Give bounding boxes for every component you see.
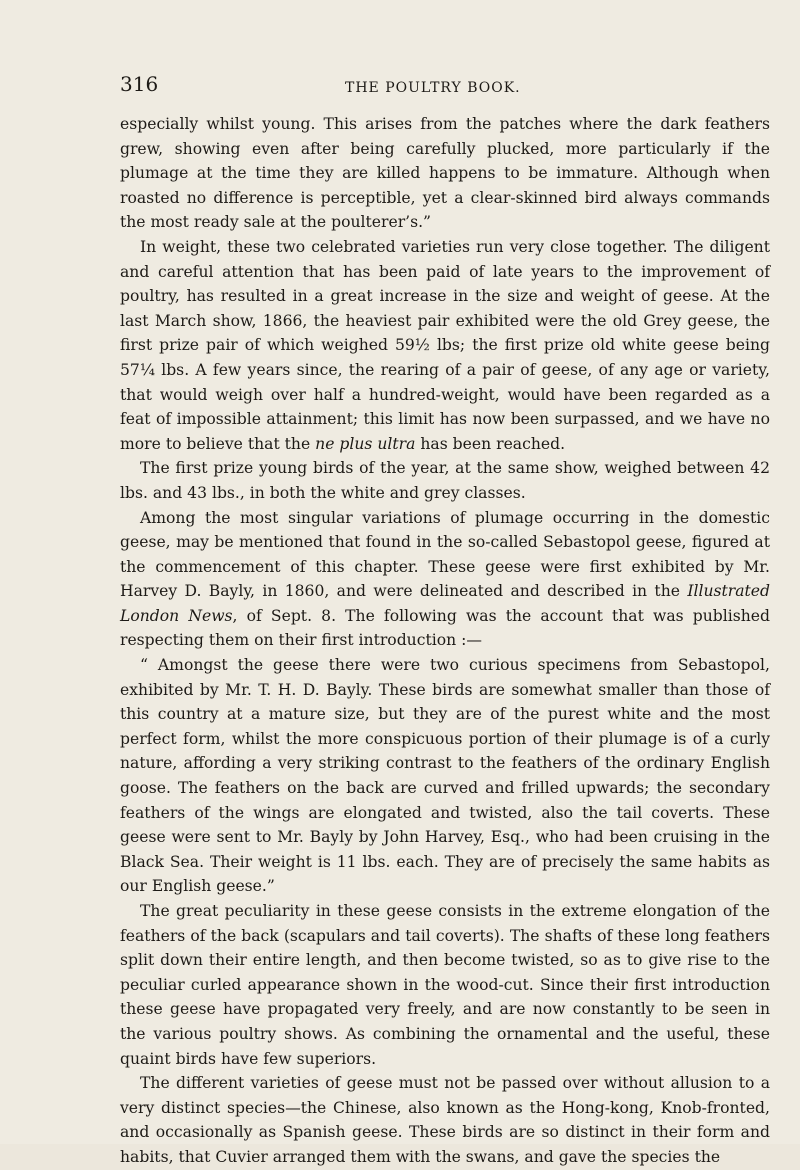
body-text [120,112,770,1170]
page-header [120,72,760,102]
paragraph-4-end: , of Sept. 8. The following was the account that was published respecting them on their first introduction :— [120,606,770,650]
paragraph-6: The great peculiarity in these geese consists in the extreme elongation of the feathers of the back (scapulars and tail coverts). The shafts of these long feathers split down their entire length, and then become twisted, so as to give rise to the peculiar curled appearance shown in the wood-cut. Since their first introduction these geese have propagated very freely, and are now constantly to be seen in the various poultry shows. As combining the ornamental and the useful, these quaint birds have few superiors. [120,902,770,1068]
paragraph-2-italic: ne plus ultra [315,434,416,453]
paragraph-2 [120,235,770,456]
paragraph-4-text: Among the most singular variations of plumage occurring in the domestic geese, may be mentioned that found in the so-called Sebastopol geese, figured at the commencement of this chapter. These geese were first exhibited by Mr. Harvey D. Bayly, in 1860, and were delineated and described in the [120,508,770,601]
paragraph-4-italic: Illustrated London News [120,582,770,625]
paragraph-2-end: has been reached. [415,434,566,453]
paragraph-2-text: In weight, these two celebrated varieties run very close together. The diligent and careful attention that has been paid of late years to the improvement of poultry, has resulted in a great increase in the size and weight of geese. At the last March show, 1866, the heaviest pair exhibited were the old Grey geese, the first prize pair of which weighed 59½ lbs; the first prize old white geese being 57¼ lbs. A few years since, the rearing of a pair of geese, of any age or variety, that would weigh over half a hundred-weight, would have been regarded as a feat of impossible attainment; this limit has now been surpassed, and we have no more to believe that the [120,237,770,453]
paragraph-3: The first prize young birds of the year, at the same show, weighed between 42 lbs. and 43 lbs., in both the white and grey classes. [120,459,770,502]
running-head: THE POULTRY BOOK. [345,80,521,96]
paragraph-1: especially whilst young. This arises from the patches where the dark feathers grew, showing even after being carefully plucked, more particularly if the plumage at the time they are killed happens to be immature. Although when roasted no difference is perceptible, yet a clear-skinned bird always commands the most ready sale at the poulterer’s.” [120,115,770,232]
page-number: 316 [120,72,159,96]
paragraph-5-quote: “ Amongst the geese there were two curious specimens from Sebastopol, exhibited by Mr. T. H. D. Bayly. These birds are somewhat smaller than those of this country at a mature size, but they are of the purest white and the most perfect form, whilst the more conspicuous portion of their plumage is of a curly nature, affording a very striking contrast to the feathers of the ordinary English goose. The feathers on the back are curved and frilled upwards; the secondary feathers of the wings are elongated and twisted, also the tail coverts. These geese were sent to Mr. Bayly by John Harvey, Esq., who had been cruising in the Black Sea. Their weight is 11 lbs. each. They are of precisely the same habits as our English geese.” [120,656,770,896]
paragraph-4 [120,506,770,654]
paragraph-7: The different varieties of geese must not be passed over without allusion to a very distinct species—the Chinese, also known as the Hong-kong, Knob-fronted, and occasionally as Spanish geese. These birds are so distinct in their form and habits, that Cuvier arranged them with the swans, and gave the species the [120,1074,770,1166]
